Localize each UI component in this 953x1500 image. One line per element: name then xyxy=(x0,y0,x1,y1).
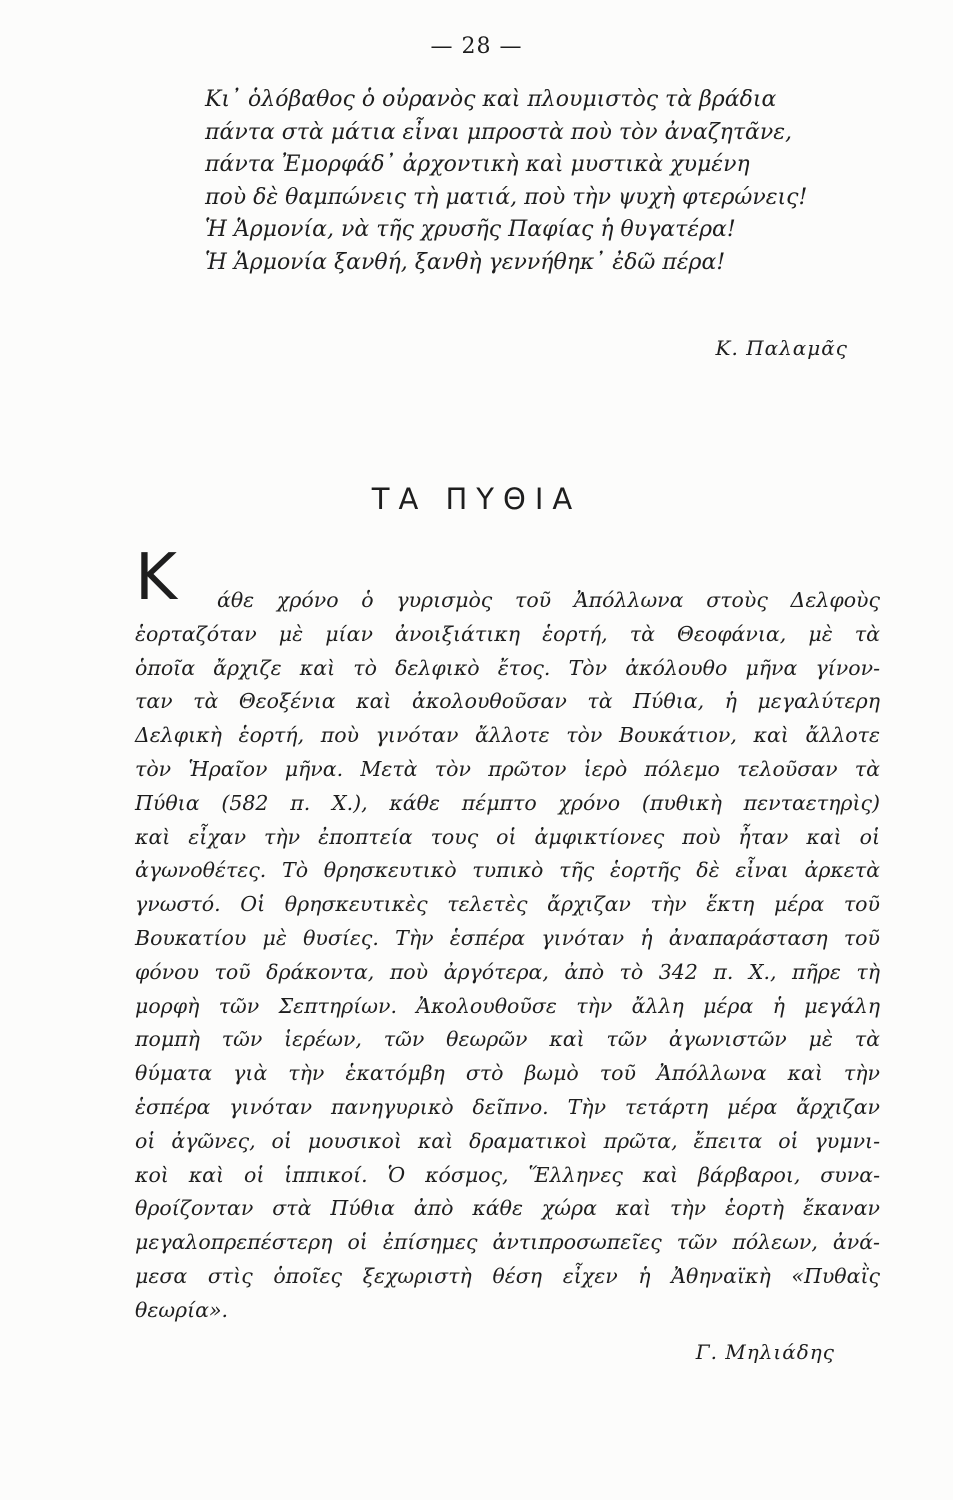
essay-line: γνωστό. Οἱ θρησκευτικὲς τελετὲς ἄρχιζαν τὴν ἕκτη μέρα τοῦ xyxy=(135,892,880,917)
essay-line: θύματα γιὰ τὴν ἑκατόμβη στὸ βωμὸ τοῦ Ἀπόλλωνα καὶ τὴν xyxy=(135,1061,880,1086)
essay-line: ἑορταζόταν μὲ μίαν ἀνοιξιάτικη ἑορτή, τὰ Θεοφάνια, μὲ τὰ xyxy=(135,621,880,646)
essay-line: ταν τὰ Θεοξένια καὶ ἀκολουθοῦσαν τὰ Πύθια, ἡ μεγαλύτερη xyxy=(135,689,880,714)
essay-line: ἀγωνοθέτες. Τὸ θρησκευτικὸ τυπικὸ τῆς ἑορτῆς δὲ εἶναι ἀρκετὰ xyxy=(135,858,880,883)
essay-line: Δελφικὴ ἑορτή, ποὺ γινόταν ἄλλοτε τὸν Βουκάτιον, καὶ ἄλλοτε xyxy=(135,723,880,748)
essay-line: θεωρία». xyxy=(135,1297,229,1322)
essay-line: μεγαλοπρεπέστερη οἱ ἐπίσημες ἀντιπροσωπεῖες τῶν πόλεων, ἀνά- xyxy=(135,1230,880,1255)
essay-author-signature: Γ. Μηλιάδης xyxy=(695,1340,835,1364)
poem-line: Ἡ Ἁρμονία ξανθή, ξανθὴ γεννήθηκ᾿ ἐδῶ πέρα! xyxy=(205,249,726,275)
essay-paragraph xyxy=(135,584,880,1328)
poem-line: ποὺ δὲ θαμπώνεις τὴ ματιά, ποὺ τὴν ψυχὴ φτερώνεις! xyxy=(205,184,808,210)
page-number: — 28 — xyxy=(430,34,523,59)
essay-line: μορφὴ τῶν Σεπτηρίων. Ἀκολουθοῦσε τὴν ἄλλη μέρα ἡ μεγάλη xyxy=(135,993,880,1018)
essay-line: Βουκατίου μὲ θυσίες. Τὴν ἑσπέρα γινόταν ἡ ἀναπαράσταση τοῦ xyxy=(135,925,880,950)
essay-line: οἱ ἀγῶνες, οἱ μουσικοὶ καὶ δραματικοὶ πρῶτα, ἔπειτα οἱ γυμνι- xyxy=(135,1128,880,1153)
essay-line: κοὶ καὶ οἱ ἱππικοί. Ὁ κόσμος, Ἕλληνες καὶ βάρβαροι, συνα- xyxy=(135,1162,880,1187)
poem-line: Κι᾿ ὁλόβαθος ὁ οὐρανὸς καὶ πλουμιστὸς τὰ βράδια xyxy=(205,87,777,112)
drop-cap-letter: Κ xyxy=(135,541,177,615)
poem-line: πάντα Ἐμορφάδ᾿ ἀρχοντικὴ καὶ μυστικὰ χυμένη xyxy=(205,152,750,177)
poem-stanza xyxy=(205,84,885,279)
essay-line: καὶ εἶχαν τὴν ἐποπτεία τους οἱ ἀμφικτίονες ποὺ ἦταν καὶ οἱ xyxy=(135,824,880,849)
essay-line: θροίζονταν στὰ Πύθια ἀπὸ κάθε χώρα καὶ τὴν ἑορτὴ ἔκαναν xyxy=(135,1196,880,1221)
poem-line: Ἡ Ἁρμονία, νὰ τῆς χρυσῆς Παφίας ἡ θυγατέρα! xyxy=(205,217,736,242)
section-title: ΤΑ ΠΥΘΙΑ xyxy=(371,482,582,516)
essay-line: ὁποῖα ἄρχιζε καὶ τὸ δελφικὸ ἔτος. Τὸν ἀκόλουθο μῆνα γίνον- xyxy=(135,655,880,680)
essay-line: άθε χρόνο ὁ γυρισμὸς τοῦ Ἀπόλλωνα στοὺς Δελφοὺς xyxy=(217,588,880,612)
poem-line: πάντα στὰ μάτια εἶναι μπροστὰ ποὺ τὸν ἀναζητᾶνε, xyxy=(205,119,793,145)
essay-line: ἑσπέρα γινόταν πανηγυρικὸ δεῖπνο. Τὴν τετάρτη μέρα ἄρχιζαν xyxy=(135,1094,880,1119)
essay-line: τὸν Ἡραῖον μῆνα. Μετὰ τὸν πρῶτον ἱερὸ πόλεμο τελοῦσαν τὰ xyxy=(135,756,880,781)
essay-line: μεσα στὶς ὁποῖες ξεχωριστὴ θέση εἶχεν ἡ Ἀθηναϊκὴ «Πυθαῒς xyxy=(135,1263,880,1288)
essay-line: φόνου τοῦ δράκοντα, ποὺ ἀργότερα, ἀπὸ τὸ 342 π. Χ., πῆρε τὴ xyxy=(135,959,880,984)
poem-author-signature: Κ. Παλαμᾶς xyxy=(715,336,848,360)
essay-line: πομπὴ τῶν ἱερέων, τῶν θεωρῶν καὶ τῶν ἀγωνιστῶν μὲ τὰ xyxy=(135,1027,880,1052)
essay-line: Πύθια (582 π. Χ.), κάθε πέμπτο χρόνο (πυθικὴ πενταετηρὶς) xyxy=(135,790,880,815)
